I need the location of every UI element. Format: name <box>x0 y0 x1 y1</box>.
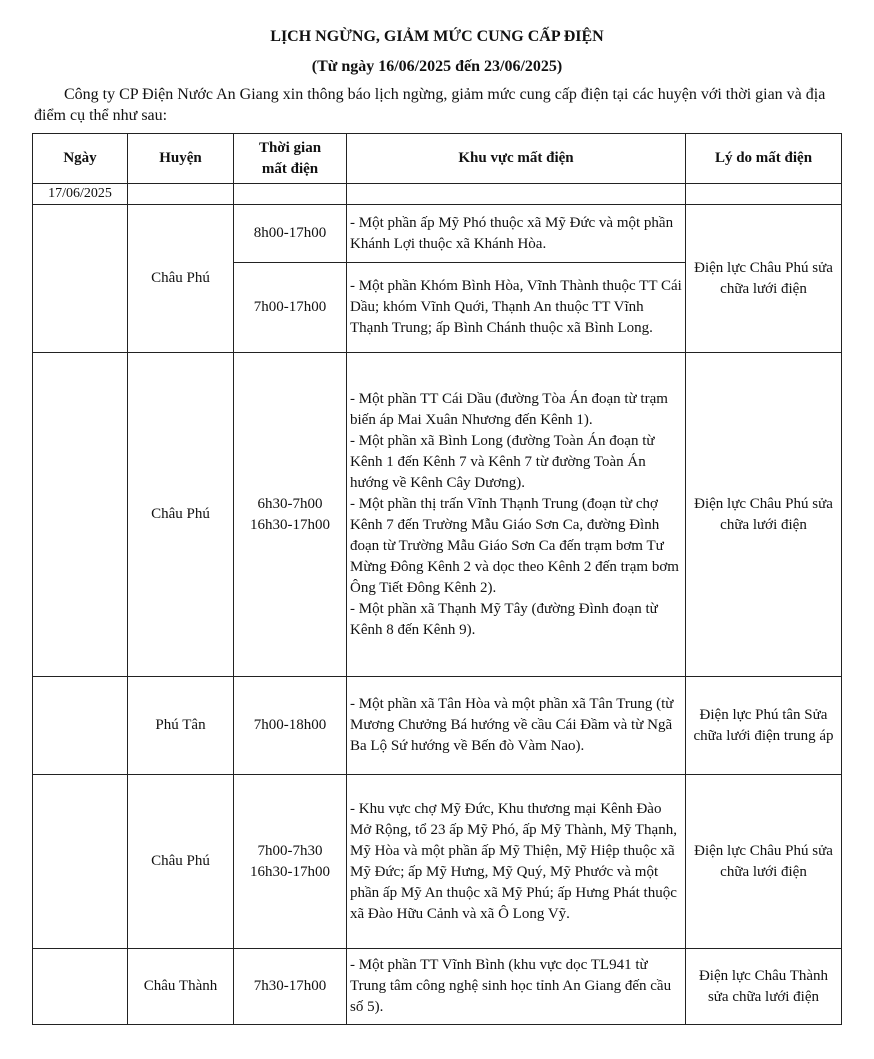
header-district: Huyện <box>128 134 234 184</box>
area-cell <box>347 677 686 775</box>
header-time-line2: mất điện <box>261 160 319 177</box>
empty-cell <box>128 184 234 205</box>
empty-cell <box>234 184 347 205</box>
time-range: 7h30-17h00 <box>253 978 327 994</box>
time-range: 7h00-7h30 <box>257 842 323 859</box>
area-item: - Một phần xã Tân Hòa và một phần xã Tân Trung (từ Mương Chưởng Bá hướng về cầu Cái Đầm và từ Ngã Ba Lộ Sứ hướng về Bến đò Vàm Nao). <box>350 696 674 754</box>
table-row <box>33 353 842 677</box>
area-cell <box>347 949 686 1025</box>
time-cell <box>234 263 347 353</box>
date-empty-cell <box>33 353 128 677</box>
table-header-row <box>33 134 842 184</box>
district-cell: Châu Phú <box>128 205 234 353</box>
date-empty-cell <box>33 949 128 1025</box>
area-cell <box>347 775 686 949</box>
time-cell <box>234 205 347 263</box>
area-item: - Một phần Khóm Bình Hòa, Vĩnh Thành thuộc TT Cái Dầu; khóm Vĩnh Quới, Thạnh An thuộc TT Vĩnh Thạnh Trung; ấp Bình Chánh thuộc xã Bình Long. <box>350 278 682 336</box>
area-item: - Một phần xã Bình Long (đường Toàn Án đoạn từ Kênh 1 đến Kênh 7 và Kênh 7 từ đường Toàn Án hướng về Kênh Cây Dương). <box>350 432 655 491</box>
area-item: - Một phần ấp Mỹ Phó thuộc xã Mỹ Đức và một phần Khánh Lợi thuộc xã Khánh Hòa. <box>350 214 674 252</box>
date-cell: 17/06/2025 <box>33 184 128 205</box>
header-time-line1: Thời gian <box>258 139 322 156</box>
area-cell <box>347 263 686 353</box>
table-row <box>33 949 842 1025</box>
area-cell <box>347 205 686 263</box>
date-empty-cell <box>33 775 128 949</box>
outage-schedule-table <box>32 133 842 1025</box>
area-cell <box>347 353 686 677</box>
date-empty-cell <box>33 677 128 775</box>
area-item: - Khu vực chợ Mỹ Đức, Khu thương mại Kênh Đào Mở Rộng, tổ 23 ấp Mỹ Phó, ấp Mỹ Thành, Mỹ Thạnh, Mỹ Hòa và một phần ấp Mỹ Thiện, Mỹ Hiệp thuộc xã Mỹ Đức; ấp Mỹ Hưng, Mỹ Quý, Mỹ Phước và một phần ấp Mỹ An thuộc xã Mỹ Phú; ấp Hưng Phát thuộc xã Đào Hữu Cảnh và xã Ô Long Vỹ. <box>350 800 677 922</box>
reason-cell: Điện lực Châu Thành sửa chữa lưới điện <box>686 949 842 1025</box>
date-row <box>33 184 842 205</box>
reason-cell: Điện lực Châu Phú sửa chữa lưới điện <box>686 205 842 353</box>
time-range: 7h00-18h00 <box>253 717 327 733</box>
intro-paragraph: Công ty CP Điện Nước An Giang xin thông báo lịch ngừng, giảm mức cung cấp điện tại các huyện với thời gian và địa điểm cụ thể như sau: <box>34 86 826 124</box>
district-cell: Châu Thành <box>128 949 234 1025</box>
header-reason: Lý do mất điện <box>686 134 842 184</box>
area-item: - Một phần xã Thạnh Mỹ Tây (đường Đình đoạn từ Kênh 8 đến Kênh 9). <box>350 600 658 638</box>
table-row <box>33 205 842 263</box>
area-item: - Một phần TT Cái Dầu (đường Tòa Án đoạn từ trạm biến áp Mai Xuân Nhương đến Kênh 1). <box>350 390 668 428</box>
reason-cell: Điện lực Phú tân Sửa chữa lưới điện trung áp <box>686 677 842 775</box>
time-range: 16h30-17h00 <box>250 863 330 880</box>
district-cell: Châu Phú <box>128 353 234 677</box>
area-item: - Một phần TT Vĩnh Bình (khu vực dọc TL941 từ Trung tâm công nghệ sinh học tỉnh An Giang đến cầu số 5). <box>350 957 672 1015</box>
time-cell <box>234 353 347 677</box>
time-cell <box>234 775 347 949</box>
header-time <box>234 134 347 184</box>
district-cell: Châu Phú <box>128 775 234 949</box>
table-row <box>33 677 842 775</box>
reason-cell: Điện lực Châu Phú sửa chữa lưới điện <box>686 353 842 677</box>
document-subtitle: (Từ ngày 16/06/2025 đến 23/06/2025) <box>311 58 563 75</box>
empty-cell <box>347 184 686 205</box>
time-range: 7h00-17h00 <box>253 299 327 315</box>
time-range: 16h30-17h00 <box>250 516 330 533</box>
area-item: - Một phần thị trấn Vĩnh Thạnh Trung (đoạn từ chợ Kênh 7 đến Trường Mẫu Giáo Sơn Ca, đường Đình đoạn từ Trường Mẫu Giáo Sơn Ca đến trạm bơm Tư Mừng Đông Kênh 2 và dọc theo Kênh 2 đến trạm bơm Ông Tiết Đông Kênh 2). <box>350 495 679 596</box>
time-cell <box>234 949 347 1025</box>
header-date: Ngày <box>33 134 128 184</box>
time-cell <box>234 677 347 775</box>
time-range: 6h30-7h00 <box>257 495 323 512</box>
district-cell: Phú Tân <box>128 677 234 775</box>
header-area: Khu vực mất điện <box>347 134 686 184</box>
document-title: LỊCH NGỪNG, GIẢM MỨC CUNG CẤP ĐIỆN <box>270 28 604 45</box>
time-range: 8h00-17h00 <box>253 225 327 241</box>
date-empty-cell <box>33 205 128 353</box>
reason-cell: Điện lực Châu Phú sửa chữa lưới điện <box>686 775 842 949</box>
table-row <box>33 775 842 949</box>
empty-cell <box>686 184 842 205</box>
